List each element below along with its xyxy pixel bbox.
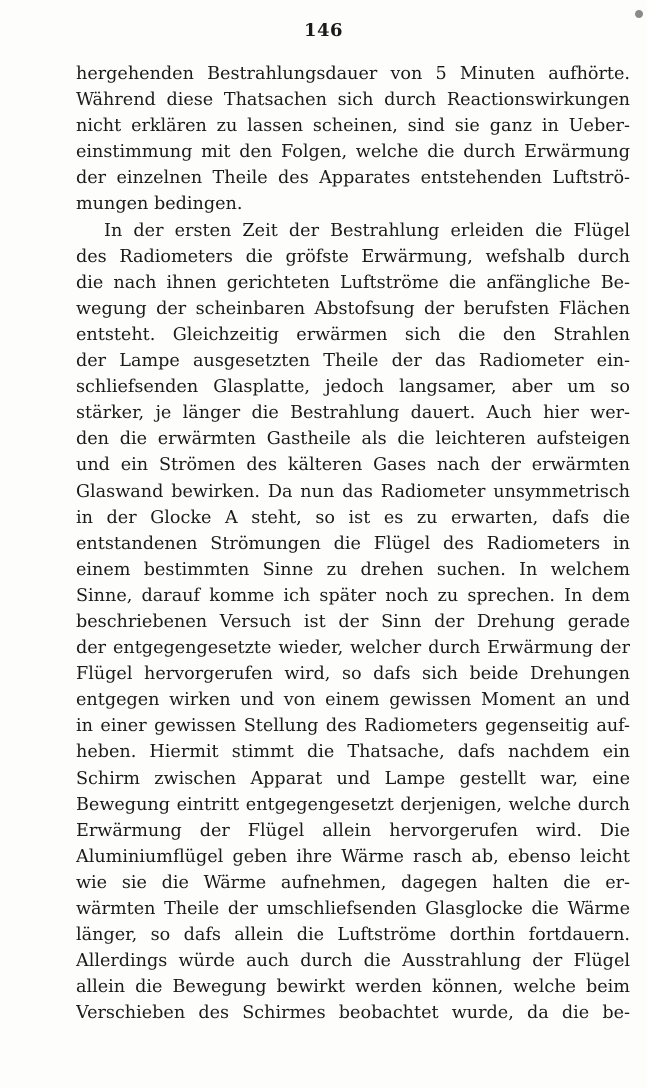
text-line: wegung der scheinbaren Abstofsung der berufsten Flächen [76,298,630,319]
text-line: einstimmung mit den Folgen, welche die durch Erwärmung [76,142,630,163]
text-line: Erwärmung der Flügel allein hervorgerufen wird. Die [76,820,630,841]
text-line: Glaswand bewirken. Da nun das Radiometer unsymmetrisch [76,481,630,502]
scan-dot-mark [635,10,643,18]
text-line: beschriebenen Versuch ist der Sinn der Drehung gerade [76,611,630,632]
text-line: entgegen wirken und von einem gewissen Moment an und [76,690,630,711]
text-line: der entgegengesetzte wieder, welcher durch Erwärmung der [76,638,630,659]
text-line: Verschieben des Schirmes beobachtet wurde, da die be- [76,1003,630,1024]
text-line: des Radiometers die gröfste Erwärmung, wefshalb durch [76,246,630,267]
text-line: der einzelnen Theile des Apparates entstehenden Luftströ- [76,168,630,189]
text-line: einem bestimmten Sinne zu drehen suchen. In welchem [76,559,630,580]
text-line: Flügel hervorgerufen wird, so dafs sich beide Drehungen [76,664,630,685]
text-line: schliefsenden Glasplatte, jedoch langsamer, aber um so [76,377,630,398]
text-line: Während diese Thatsachen sich durch Reactionswirkungen [76,90,630,111]
text-line: und ein Strömen des kälteren Gases nach der erwärmten [76,455,630,476]
text-line: der Lampe ausgesetzten Theile der das Radiometer ein- [76,351,630,372]
text-line: hergehenden Bestrahlungsdauer von 5 Minuten aufhörte. [76,64,630,84]
text-line: Aluminiumflügel geben ihre Wärme rasch ab, ebenso leicht [76,846,630,867]
text-line: entsteht. Gleichzeitig erwärmen sich die den Strahlen [76,324,630,345]
text-line: wie sie die Wärme aufnehmen, dagegen halten die er- [76,872,630,893]
text-line: allein die Bewegung bewirkt werden können, welche beim [76,977,630,998]
text-line: Sinne, darauf komme ich später noch zu sprechen. In dem [76,585,630,606]
text-line: wärmten Theile der umschliefsenden Glasglocke die Wärme [76,899,630,919]
text-line: stärker, je länger die Bestrahlung dauert. Auch hier wer- [76,403,630,424]
text-line: Allerdings würde auch durch die Ausstrahlung der Flügel [76,951,630,972]
text-line: In der ersten Zeit der Bestrahlung erleiden die Flügel [104,220,630,241]
text-line: mungen bedingen. [76,194,243,215]
text-line: heben. Hiermit stimmt die Thatsache, dafs nachdem ein [76,742,630,763]
body-text [76,61,630,1026]
text-line: länger, so dafs allein die Luftströme dorthin fortdauern. [76,925,630,946]
text-line: nicht erklären zu lassen scheinen, sind sie ganz in Ueber- [76,116,630,137]
text-line: die nach ihnen gerichteten Luftströme die anfängliche Be- [76,272,630,293]
text-line: entstandenen Strömungen die Flügel des Radiometers in [76,533,630,554]
text-line: in der Glocke A steht, so ist es zu erwarten, dafs die [76,507,630,528]
text-line: den die erwärmten Gastheile als die leichteren aufsteigen [76,429,630,450]
text-line: Schirm zwischen Apparat und Lampe gestellt war, eine [76,768,630,789]
text-line: in einer gewissen Stellung des Radiometers gegenseitig auf- [76,716,630,737]
page-number: 146 [303,20,344,41]
text-line: Bewegung eintritt entgegengesetzt derjenigen, welche durch [76,794,630,815]
